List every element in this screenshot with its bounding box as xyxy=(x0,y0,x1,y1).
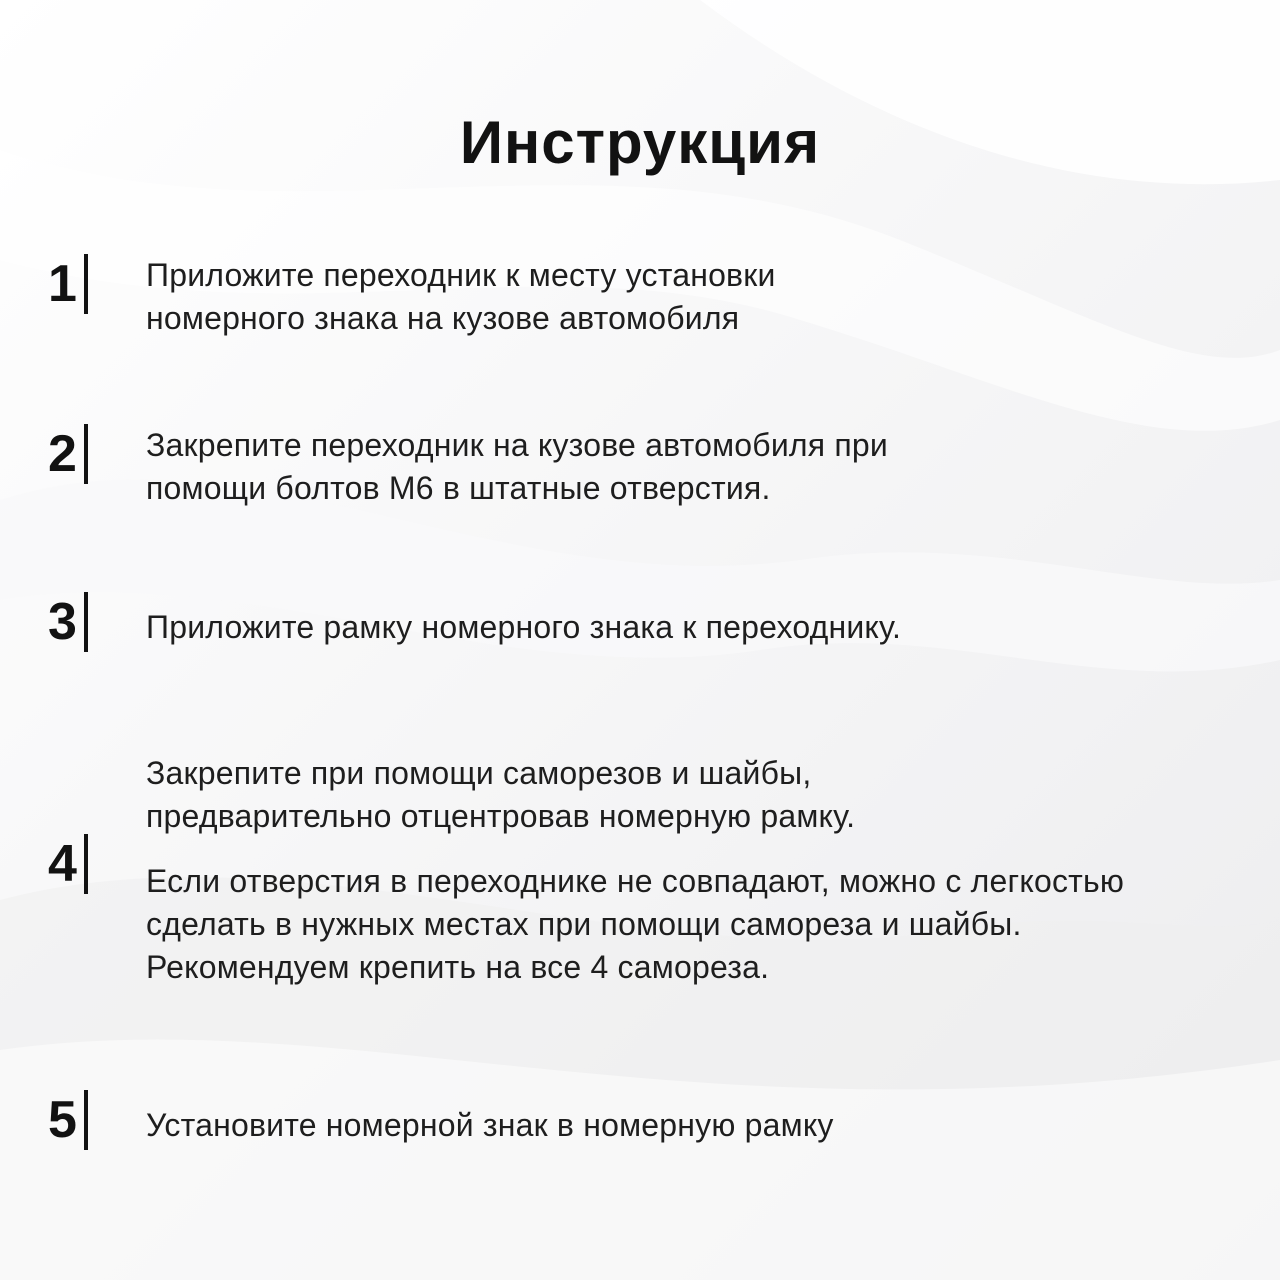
step-paragraph: Приложите переходник к месту установки номерного знака на кузове автомобиля xyxy=(146,257,776,336)
step-divider xyxy=(84,834,88,894)
step-divider xyxy=(84,1090,88,1150)
step-number xyxy=(48,592,88,652)
step-divider xyxy=(84,254,88,314)
page-title: Инструкция xyxy=(459,109,821,176)
step-number xyxy=(48,254,88,314)
step-number xyxy=(48,424,88,484)
step-text xyxy=(146,424,1236,510)
step-number-text: 5 xyxy=(48,1091,77,1149)
step-number-text: 4 xyxy=(48,835,77,893)
step-divider xyxy=(84,424,88,484)
step-paragraph: Если отверстия в переходнике не совпадают, можно с легкостью сделать в нужных местах при помощи самореза и шайбы. Рекомендуем крепить на все 4 самореза. xyxy=(146,863,1125,985)
step-paragraph: Закрепите при помощи саморезов и шайбы, предварительно отцентровав номерную рамку. xyxy=(146,755,856,834)
step-paragraph: Приложите рамку номерного знака к переходнику. xyxy=(146,609,902,645)
step-paragraph: Установите номерной знак в номерную рамку xyxy=(146,1107,834,1143)
step-paragraph: Закрепите переходник на кузове автомобиля при помощи болтов М6 в штатные отверстия. xyxy=(146,427,888,506)
step-number-text: 2 xyxy=(48,425,77,483)
step-text xyxy=(146,606,1236,649)
step-number-text: 1 xyxy=(48,255,77,313)
step-text xyxy=(146,752,1236,989)
step-text xyxy=(146,1104,1236,1147)
step-number xyxy=(48,834,88,894)
step-text xyxy=(146,254,1236,340)
step-divider xyxy=(84,592,88,652)
step-number xyxy=(48,1090,88,1150)
step-number-text: 3 xyxy=(48,593,77,651)
